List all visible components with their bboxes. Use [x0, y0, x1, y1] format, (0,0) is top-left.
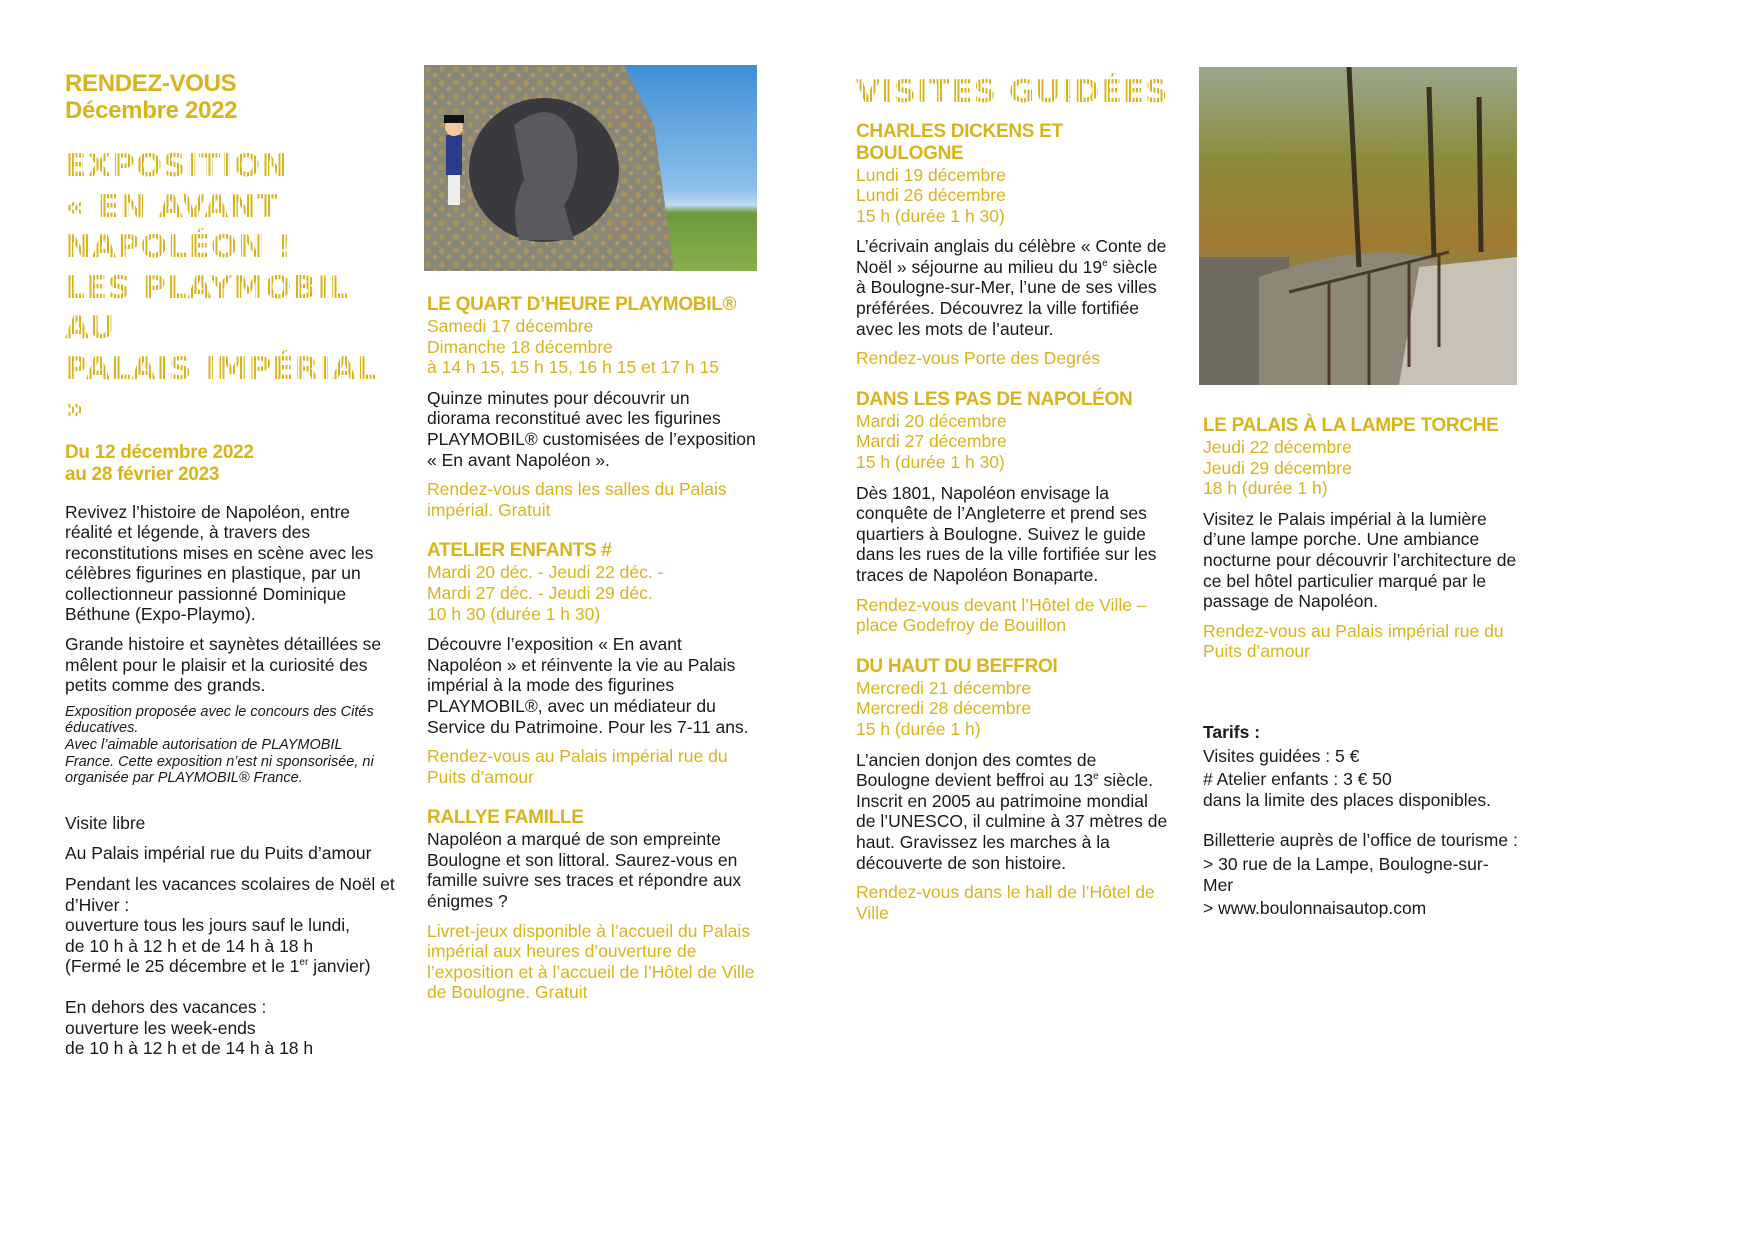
event-rdv: Rendez-vous au Palais impérial rue du Puits d’amour [427, 746, 728, 787]
hors-vacances-hours [65, 997, 395, 1059]
event-title: CHARLES DICKENS ET BOULOGNE [856, 120, 1063, 164]
event-rdv: Rendez-vous au Palais impérial rue du Puits d’amour [1203, 620, 1504, 662]
vacances-hours [65, 874, 395, 977]
desc-sup: e [1102, 258, 1108, 270]
event-pas-napoleon [856, 389, 1171, 636]
hors-line: ouverture les week-ends [65, 1017, 256, 1038]
tarif-atelier: # Atelier enfants : 3 € 50 [1203, 769, 1392, 790]
expo-intro: Revivez l’histoire de Napoléon, entre réalité et légende, à travers des reconstitutions mises en scène avec les célèbres figurines en plastique, par un collectionneur passionné Dominique Béthune (Expo-Playmo). [65, 501, 374, 625]
event-title: ATELIER ENFANTS # [427, 540, 612, 562]
event-time: à 14 h 15, 15 h 15, 16 h 15 et 17 h 15 [427, 357, 719, 378]
hors-line: En dehors des vacances : [65, 996, 267, 1017]
vacances-line [65, 956, 395, 977]
tarifs-title: Tarifs : [1203, 721, 1261, 742]
ferme-text-end: janvier) [308, 956, 371, 977]
event-title: LE PALAIS À LA LAMPE TORCHE [1203, 415, 1499, 436]
event-date: Jeudi 22 décembre [1203, 437, 1352, 457]
ramparts-illustration [1199, 67, 1517, 385]
event-atelier-enfants [427, 540, 757, 787]
event-date: Dimanche 18 décembre [427, 336, 613, 357]
event-rallye-famille [427, 807, 757, 1003]
event-description: Découvre l’exposition « En avant Napoléon » et réinvente la vie au Palais impérial à la mode des figurines PLAYMOBIL®, avec un médiateur du Service du Patrimoine. Pour les 7-11 ans. [427, 634, 749, 737]
event-beffroi [856, 656, 1171, 924]
column-animations [427, 294, 757, 1003]
expo-date-start: Du 12 décembre 2022 [65, 441, 254, 463]
event-rdv: Rendez-vous dans les salles du Palais impérial. Gratuit [427, 479, 727, 520]
hors-line: de 10 h à 12 h et de 14 h à 18 h [65, 1038, 314, 1059]
credits-1: Exposition proposée avec le concours des Cités éducatives. [65, 703, 374, 737]
event-description [856, 236, 1171, 339]
event-date: Mardi 20 déc. - Jeudi 22 déc. - [427, 562, 664, 583]
ferme-text: (Fermé le 25 décembre et le 1 [65, 956, 300, 977]
event-date: Mardi 20 décembre [856, 410, 1007, 431]
event-description: Dès 1801, Napoléon envisage la conquête de l’Angleterre et prend ses quartiers à Boulogne. Suivez le guide dans les rues de la ville fortifiée sur les traces de Napoléon Bonaparte. [856, 482, 1157, 585]
ferme-sup: er [299, 957, 309, 969]
event-rdv: Rendez-vous Porte des Degrés [856, 348, 1101, 369]
event-time: 18 h (durée 1 h) [1203, 478, 1328, 499]
billetterie: Billetterie auprès de l’office de tourisme : [1203, 830, 1518, 851]
event-description: Quinze minutes pour découvrir un diorama reconstitué avec les figurines PLAYMOBIL® customisées de l’exposition « En avant Napoléon ». [427, 387, 756, 470]
billetterie-site[interactable]: > www.boulonnaisautop.com [1203, 898, 1427, 919]
event-date: Mardi 27 décembre [856, 431, 1007, 452]
column-exposition [65, 70, 395, 1059]
visites-guidees-title: VISITES GUIDÉES [856, 72, 1171, 113]
event-description: Napoléon a marqué de son empreinte Boulogne et son littoral. Saurez-vous en famille suivre ses traces et répondre aux énigmes ? [427, 829, 742, 912]
expo-date-end: au 28 février 2023 [65, 463, 220, 485]
exposition-title: EXPOSITION « EN AVANT NAPOLÉON ! LES PLAYMOBIL AU PALAIS IMPÉRIAL » [65, 146, 395, 430]
event-title: DU HAUT DU BEFFROI [856, 655, 1058, 677]
desc-part: siècle à Boulogne-sur-Mer, l’une de ses villes préférées. Découvrez la ville fortifiée avec les mots de l’auteur. [856, 256, 1158, 339]
credits-2: Avec l’aimable autorisation de PLAYMOBIL France. Cette exposition n’est ni sponsorisée, ni organisée par PLAYMOBIL® France. [65, 737, 374, 787]
event-title: LE QUART D’HEURE PLAYMOBIL® [427, 294, 737, 315]
desc-part: siècle. Inscrit en 2005 au patrimoine mondial de l’UNESCO, il culmine à 37 mètres de haut. Gravissez les marches à la découverte de son histoire. [856, 770, 1168, 873]
vacances-line: de 10 h à 12 h et de 14 h à 18 h [65, 935, 314, 956]
event-date: Samedi 17 décembre [427, 316, 594, 336]
event-rdv: Livret-jeux disponible à l’accueil du Palais impérial aux heures d’ouverture de l’exposition et à l’accueil de l’Hôtel de Ville de Boulogne. Gratuit [427, 920, 755, 1003]
event-date: Lundi 19 décembre [856, 164, 1006, 185]
event-date: Mercredi 21 décembre [856, 677, 1032, 698]
event-time: 15 h (durée 1 h) [856, 718, 981, 739]
event-date: Mardi 27 déc. - Jeudi 29 déc. [427, 582, 653, 603]
event-lampe-torche [1203, 415, 1518, 662]
event-date: Mercredi 28 décembre [856, 698, 1032, 719]
event-quart-heure [427, 294, 757, 520]
tarif-visites: Visites guidées : 5 € [1203, 745, 1360, 766]
photo-remparts-autumn [1199, 67, 1517, 385]
event-rdv: Rendez-vous dans le hall de l’Hôtel de Ville [856, 882, 1155, 923]
event-date: Lundi 26 décembre [856, 185, 1006, 206]
event-time: 10 h 30 (durée 1 h 30) [427, 603, 601, 624]
event-title: RALLYE FAMILLE [427, 807, 584, 829]
billetterie-adresse: > 30 rue de la Lampe, Boulogne-sur-Mer [1203, 853, 1489, 895]
tarifs [1203, 722, 1518, 919]
expo-intro-2: Grande histoire et saynètes détaillées se mêlent pour le plaisir et la curiosité des petits comme des grands. [65, 634, 382, 696]
photo-napoleon-medallion [424, 65, 757, 271]
rendez-vous-month: Décembre 2022 [65, 97, 238, 124]
rendez-vous-title: RENDEZ-VOUS [65, 70, 237, 97]
vacances-line: ouverture tous les jours sauf le lundi, [65, 915, 351, 936]
vacances-line: Pendant les vacances scolaires de Noël et d’Hiver : [65, 874, 395, 915]
lieu: Au Palais impérial rue du Puits d’amour [65, 843, 372, 864]
event-description: Visitez le Palais impérial à la lumière d’une lampe porche. Une ambiance nocturne pour découvrir l’architecture de ce bel hôtel particulier marqué par le passage de Napoléon. [1203, 508, 1517, 612]
event-title: DANS LES PAS DE NAPOLÉON [856, 388, 1133, 410]
event-dickens [856, 121, 1171, 369]
column-lampe-torche-tarifs [1203, 415, 1518, 919]
desc-part: L’ancien donjon des comtes de Boulogne devient beffroi au 13 [856, 749, 1097, 791]
event-rdv: Rendez-vous devant l’Hôtel de Ville – place Godefroy de Bouillon [856, 594, 1147, 636]
tarif-limite: dans la limite des places disponibles. [1203, 789, 1491, 810]
event-description [856, 750, 1171, 874]
event-date: Jeudi 29 décembre [1203, 457, 1352, 478]
column-visites-guidees [856, 72, 1171, 923]
desc-sup: e [1093, 771, 1099, 783]
desc-part: L’écrivain anglais du célèbre « Conte de Noël » séjourne au milieu du 19 [856, 236, 1167, 277]
medallion-illustration [424, 65, 757, 271]
visite-libre: Visite libre [65, 812, 146, 833]
event-time: 15 h (durée 1 h 30) [856, 205, 1005, 226]
event-time: 15 h (durée 1 h 30) [856, 452, 1005, 473]
